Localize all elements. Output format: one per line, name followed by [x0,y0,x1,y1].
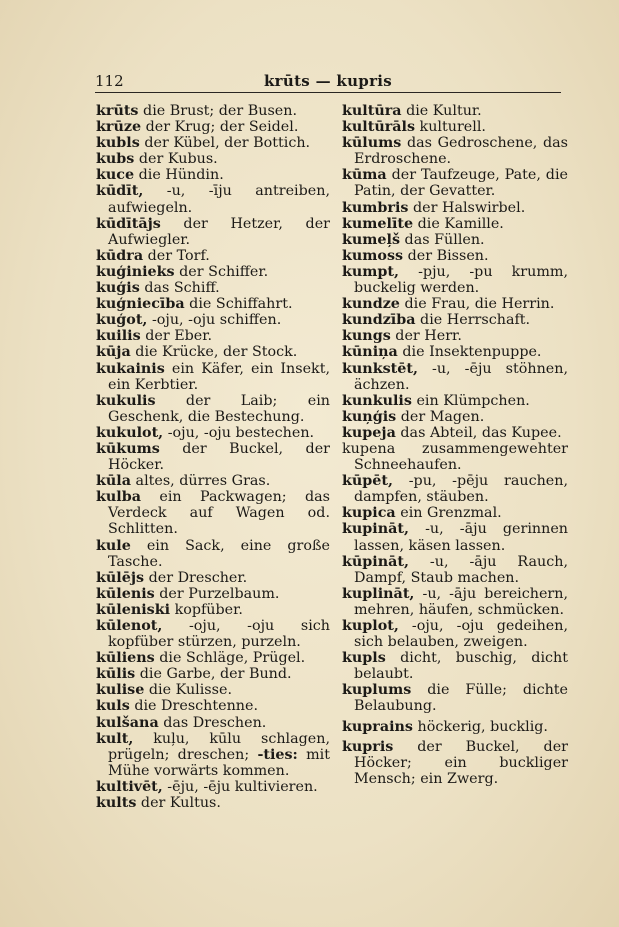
entry-definition: der Halswirbel. [408,199,526,216]
entry-definition: der Drescher. [144,569,248,586]
dictionary-entry [96,248,330,264]
entry-definition: der Magen. [396,408,485,425]
running-head: krūts — kupris [263,72,393,90]
dictionary-entry [96,586,330,602]
entry-headword: kuģniecība [96,296,185,313]
entry-headword: kultūrāls [342,119,416,136]
dictionary-entry [342,264,568,296]
dictionary-entry [96,361,330,393]
entry-subheadword: -ties: [257,746,298,763]
entry-definition: -oju, -oju schiffen. [147,312,282,329]
entry-headword: kukulis [96,392,156,409]
entry-definition: -ēju, -ēju kultivieren. [162,778,318,795]
entry-definition: dicht, buschig, dicht belaubt. [354,650,568,683]
dictionary-entry [96,344,330,360]
entry-headword: krūze [96,119,142,136]
dictionary-entry [342,719,568,735]
entry-headword: kūdra [96,247,144,264]
entry-headword: kupls [342,650,386,667]
entry-headword: kukainis [96,360,165,377]
dictionary-entry [96,441,330,473]
dictionary-entry [96,570,330,586]
entry-headword: kuplināt, [342,585,415,602]
entry-headword: kulise [96,682,145,699]
dictionary-entry [342,425,568,441]
entry-definition: der Laib; ein Geschenk, die Bestechung. [108,392,330,425]
dictionary-entry [96,393,330,425]
dictionary-entry [96,666,330,682]
dictionary-entry [342,200,568,216]
entry-headword: kūdīt, [96,183,144,200]
entry-headword: kūlējs [96,569,145,586]
entry-definition: die Kamille. [413,215,504,232]
dictionary-entry [96,779,330,795]
entry-definition: ein Packwagen; das Verdeck auf Wagen od. Schlitten. [108,489,330,538]
page-number: 112 [95,72,124,90]
entry-headword: kungs [342,328,391,345]
dictionary-entry [96,151,330,167]
entry-headword: kunkstēt, [342,360,418,377]
entry-headword: krūts [96,103,139,119]
entry-headword: kuls [96,698,130,715]
dictionary-entry [342,393,568,409]
dictionary-entry [96,328,330,344]
entry-headword: kuplums [342,682,412,699]
entry-definition: der Krug; der Seidel. [141,119,299,136]
dictionary-entry [96,312,330,328]
entry-headword: kubs [96,151,135,168]
entry-headword: kuce [96,167,135,184]
entry-headword: kultūra [342,103,402,119]
entry-headword: kubls [96,135,140,152]
entry-definition: kopfüber. [170,601,243,618]
dictionary-entry [342,216,568,232]
entry-definition: -u, -āju Rauch, Dampf, Staub machen. [354,553,568,586]
dictionary-entry [342,739,568,787]
entry-headword: kunkulis [342,392,412,409]
entry-headword: kupināt, [342,521,409,538]
entry-headword: kūla [96,473,131,490]
entry-definition: der Buckel, der Höcker. [108,440,330,474]
entry-definition: der Schiffer. [174,263,269,280]
dictionary-entry [96,473,330,489]
right-column [342,103,568,787]
entry-definition: die Kultur. [401,103,482,119]
entry-definition: ein Grenzmal. [395,505,502,522]
entry-headword: kuilis [96,328,141,345]
entry-definition: -pju, -pu krumm, buckelig werden. [354,263,568,297]
entry-definition: die Brust; der Busen. [138,103,298,119]
dictionary-entry [96,183,330,215]
entry-definition: der Bissen. [403,247,489,264]
entry-definition: die Schiffahrt. [184,296,293,313]
dictionary-entry [342,521,568,553]
entry-definition: -oju, -oju gedeihen, sich belauben, zweigen. [354,618,568,651]
dictionary-entry [96,216,330,248]
entry-definition: -pu, -pēju rauchen, dampfen, stäuben. [354,473,568,506]
entry-definition: die Garbe, der Bund. [135,666,292,683]
entry-definition: zusammengewehter Schneehaufen. [354,440,568,474]
entry-headword: kumbris [342,199,409,216]
entry-headword: kūlums [342,135,402,152]
entry-headword: kumoss [342,247,404,264]
entry-headword: kupeja [342,424,396,441]
entry-definition: das Gedroschene, das Erdroschene. [354,135,568,168]
entry-definition: -oju, -oju bestechen. [163,424,315,441]
entry-headword: kūleniski [96,601,171,618]
dictionary-entry [342,441,568,473]
entry-definition: die Krücke, der Stock. [130,344,298,361]
entry-headword: kūlenis [96,585,155,602]
dictionary-entry [96,731,330,779]
dictionary-entry [96,618,330,650]
dictionary-entry [342,232,568,248]
entry-definition: ein Sack, eine große Tasche. [108,537,330,570]
entry-headword: kukulot, [96,424,164,441]
entry-headword: kupena [342,440,396,457]
entry-definition: das Füllen. [400,231,485,248]
entry-definition: die Insektenpuppe. [397,344,542,361]
entry-headword: kulšana [96,714,159,731]
entry-definition: das Schiff. [139,280,220,297]
entry-headword: kumelīte [342,215,414,232]
dictionary-entry [342,135,568,167]
entry-headword: kūkums [96,440,160,457]
dictionary-entry [96,103,330,119]
entry-headword: kupica [342,505,396,522]
entry-headword: kult, [96,730,134,747]
entry-definition: -u, -īju antreiben, aufwiegeln. [108,183,330,216]
dictionary-entry [342,344,568,360]
dictionary-entry [96,425,330,441]
entry-headword: kuplot, [342,618,399,634]
entry-headword: kūma [342,167,387,184]
dictionary-entry [342,473,568,505]
entry-headword: kuģis [96,280,140,297]
dictionary-entry [96,135,330,151]
dictionary-entry [342,409,568,425]
entry-headword: kundze [342,296,400,313]
entry-headword: kūpēt, [342,473,393,490]
page-header [95,72,561,93]
entry-headword: kūniņa [342,344,398,361]
entry-headword: kulba [96,489,141,506]
entry-definition: -oju, -oju sich kopfüber stürzen, purzeln. [108,618,330,651]
dictionary-entry [342,650,568,682]
entry-headword: kundzība [342,312,416,329]
entry-definition: der Kultus. [136,795,221,812]
dictionary-entry [342,361,568,393]
entry-definition: höckerig, bucklig. [412,718,548,735]
entry-headword: kuprains [342,718,413,735]
dictionary-entry [342,312,568,328]
dictionary-entry [96,489,330,537]
entry-headword: kūdītājs [96,215,161,232]
entry-definition: das Abteil, das Kupee. [395,424,562,441]
entry-definition: -u, -āju bereichern, mehren, häufen, schmücken. [354,585,568,618]
entry-definition: der Buckel, der Höcker; ein buckliger Mensch; ein Zwerg. [354,738,568,787]
entry-definition: der Hetzer, der Aufwiegler. [108,215,330,248]
entry-definition: der Torf. [143,247,210,264]
entry-headword: kumpt, [342,263,400,280]
entry-definition: altes, dürres Gras. [131,473,271,490]
entry-headword: kults [96,795,137,812]
entry-definition: der Kubus. [134,151,218,168]
dictionary-entry [342,119,568,135]
entry-definition: die Fülle; dichte Belaubung. [354,682,568,715]
entry-definition: der Herr. [390,328,462,345]
dictionary-entry [342,586,568,618]
entry-definition: ein Käfer, ein Insekt, ein Kerbtier. [108,360,330,393]
entry-definition: die Herrschaft. [415,312,531,329]
dictionary-entry [96,698,330,714]
dictionary-entry [342,328,568,344]
dictionary-entry [96,280,330,296]
entry-definition: die Frau, die Herrin. [399,296,555,313]
entry-headword: kuģinieks [96,263,175,280]
entry-headword: kultivēt, [96,778,163,795]
dictionary-entry [342,682,568,714]
dictionary-entry [342,505,568,521]
entry-definition: -u, -āju gerinnen lassen, käsen lassen. [354,521,568,554]
dictionary-entry [342,554,568,586]
entry-definition: -u, -ēju stöhnen, ächzen. [354,360,568,393]
entry-headword: kuņģis [342,408,397,425]
dictionary-entry [96,167,330,183]
entry-definition: das Dreschen. [158,714,267,731]
dictionary-entry [96,296,330,312]
dictionary-entry [342,248,568,264]
entry-definition: kuļu, kūlu schlagen, prügeln; dreschen; [108,730,330,763]
entry-definition: der Purzelbaum. [154,585,280,602]
left-column [96,103,330,811]
entry-subdefinition: mit Mühe vorwärts kommen. [108,746,330,779]
dictionary-entry [96,682,330,698]
entry-definition: kulturell. [415,119,486,136]
dictionary-entry [96,650,330,666]
entry-definition: die Kulisse. [144,682,232,699]
dictionary-entry [96,264,330,280]
entry-headword: kūlis [96,666,136,683]
dictionary-entry [96,538,330,570]
entry-headword: kuģot, [96,312,148,329]
entry-definition: die Schläge, Prügel. [154,650,306,667]
entry-headword: kumeļš [342,231,401,248]
entry-definition: die Hündin. [134,167,224,184]
entry-definition: der Taufzeuge, Pate, die Patin, der Gevatter. [354,167,568,200]
entry-headword: kūliens [96,650,155,667]
dictionary-entry [342,618,568,650]
entry-headword: kūlenot, [96,618,163,634]
entry-definition: der Eber. [140,328,213,345]
dictionary-entry [342,103,568,119]
entry-definition: die Dreschtenne. [129,698,258,715]
dictionary-entry [96,119,330,135]
entry-definition: ein Klümpchen. [411,392,530,409]
entry-headword: kūja [96,344,131,361]
dictionary-entry [342,167,568,199]
dictionary-entry [96,795,330,811]
entry-headword: kupris [342,738,394,755]
dictionary-entry [96,602,330,618]
entry-headword: kūpināt, [342,553,409,570]
dictionary-entry [96,715,330,731]
entry-headword: kule [96,537,131,554]
dictionary-entry [342,296,568,312]
entry-definition: der Kübel, der Bottich. [139,135,311,152]
